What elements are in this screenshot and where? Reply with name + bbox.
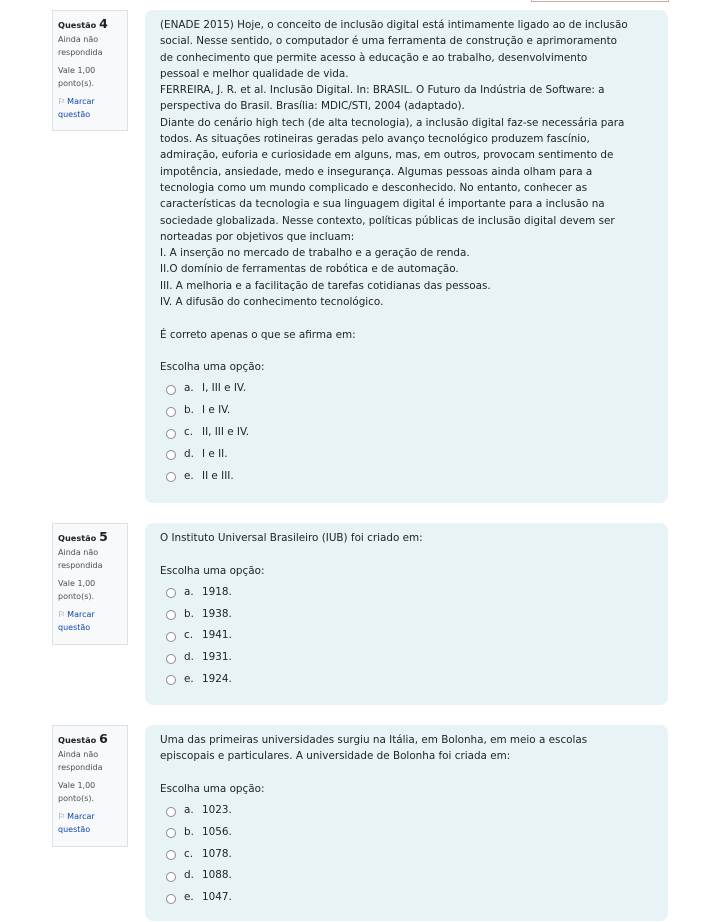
option-letter: d. xyxy=(184,869,194,882)
radio-button[interactable] xyxy=(166,654,176,664)
option-letter: a. xyxy=(184,804,194,817)
question-content xyxy=(145,523,668,705)
option-text: I, III e IV. xyxy=(202,382,246,395)
answer-option-e[interactable] xyxy=(160,886,668,908)
question-text-line: perspectiva do Brasil. Brasília: MDIC/STI, 2004 (adaptado). xyxy=(160,100,465,113)
flag-question-link[interactable] xyxy=(58,810,127,836)
option-text: 1941. xyxy=(202,629,232,642)
answer-list xyxy=(160,799,668,908)
question-grade: Vale 1,00 ponto(s). xyxy=(58,781,96,803)
question-text-line: social. Nesse sentido, o computador é uma ferramenta de construção e aprimoramento xyxy=(160,35,618,48)
option-text: 1931. xyxy=(202,651,232,664)
question-text-line: norteadas por objetivos que incluam: xyxy=(160,230,355,243)
previous-element-fragment xyxy=(531,0,669,2)
answer-option-b[interactable] xyxy=(160,603,668,625)
option-text: 1023. xyxy=(202,804,232,817)
option-letter: b. xyxy=(184,607,194,620)
option-text: 1047. xyxy=(202,891,232,904)
text-gap xyxy=(160,765,668,781)
radio-button[interactable] xyxy=(166,385,176,395)
text-gap xyxy=(160,343,668,359)
question-text-line: II.O domínio de ferramentas de robótica e de automação. xyxy=(160,263,459,276)
question-info-panel xyxy=(52,10,128,131)
question-number-value: 6 xyxy=(99,731,108,746)
option-letter: e. xyxy=(184,891,194,904)
option-letter: d. xyxy=(184,651,194,664)
question-text-line: É correto apenas o que se afirma em: xyxy=(160,328,356,341)
question-number-value: 4 xyxy=(99,16,108,31)
radio-button[interactable] xyxy=(166,588,176,598)
question-text-line: características da tecnologia e sua linguagem digital é importante para a inclusão na xyxy=(160,198,605,211)
radio-button[interactable] xyxy=(166,894,176,904)
question-text xyxy=(160,732,668,781)
answer-option-c[interactable] xyxy=(160,624,668,646)
question-text-line: IV. A difusão do conhecimento tecnológico. xyxy=(160,296,384,309)
option-text: 1078. xyxy=(202,847,232,860)
radio-button[interactable] xyxy=(166,429,176,439)
radio-button[interactable] xyxy=(166,450,176,460)
option-letter: a. xyxy=(184,585,194,598)
question-text xyxy=(160,530,668,563)
question-label: Questão xyxy=(58,20,97,30)
question-text-line: todos. As situações rotineiras geradas pelo avanço tecnológico produzem fascínio, xyxy=(160,133,590,146)
question-info-panel xyxy=(52,725,128,847)
option-letter: c. xyxy=(184,629,194,642)
flag-label: Marcar questão xyxy=(58,97,95,119)
option-letter: e. xyxy=(184,672,194,685)
answer-list xyxy=(160,378,668,487)
radio-button[interactable] xyxy=(166,675,176,685)
question-text-line: I. A inserção no mercado de trabalho e a geração de renda. xyxy=(160,247,470,260)
answer-option-c[interactable] xyxy=(160,421,668,443)
option-text: 1918. xyxy=(202,585,232,598)
question-number-value: 5 xyxy=(99,529,108,544)
option-letter: a. xyxy=(184,382,194,395)
flag-label: Marcar questão xyxy=(58,610,95,632)
question-text-line: O Instituto Universal Brasileiro (IUB) foi criado em: xyxy=(160,532,423,544)
question-state: Ainda não respondida xyxy=(58,35,103,57)
question-text-line: sociedade globalizada. Nesse contexto, políticas públicas de inclusão digital devem ser xyxy=(160,214,615,227)
question-info-panel xyxy=(52,523,128,645)
flag-icon: ⚐ xyxy=(58,610,66,619)
question-text-line: pessoal e melhor qualidade de vida. xyxy=(160,67,349,80)
choose-option-prompt: Escolha uma opção: xyxy=(160,361,265,374)
choose-option-prompt: Escolha uma opção: xyxy=(160,564,265,577)
answer-list xyxy=(160,581,668,690)
option-letter: d. xyxy=(184,447,194,460)
question-label: Questão xyxy=(58,533,97,543)
option-text: 1938. xyxy=(202,607,232,620)
question-text-line: FERREIRA, J. R. et al. Inclusão Digital. In: BRASIL. O Futuro da Indústria de Software: a xyxy=(160,84,605,97)
option-letter: c. xyxy=(184,426,194,439)
answer-option-d[interactable] xyxy=(160,443,668,465)
option-letter: e. xyxy=(184,469,194,482)
flag-icon: ⚐ xyxy=(58,812,66,821)
question-state: Ainda não respondida xyxy=(58,750,103,772)
text-gap xyxy=(160,310,668,326)
question-text-line: de conhecimento que permite acesso à educação e ao trabalho, desenvolvimento xyxy=(160,51,588,64)
option-text: 1088. xyxy=(202,869,232,882)
option-text: II e III. xyxy=(202,469,234,482)
radio-button[interactable] xyxy=(166,828,176,838)
answer-option-a[interactable] xyxy=(160,799,668,821)
question-number xyxy=(58,529,127,544)
flag-label: Marcar questão xyxy=(58,812,95,834)
option-text: 1056. xyxy=(202,825,232,838)
radio-button[interactable] xyxy=(166,610,176,620)
question-text-line: Diante do cenário high tech (de alta tecnologia), a inclusão digital faz-se necessária para xyxy=(160,116,625,129)
question-grade: Vale 1,00 ponto(s). xyxy=(58,579,96,601)
option-letter: b. xyxy=(184,404,194,417)
question-number xyxy=(58,16,127,31)
flag-question-link[interactable] xyxy=(58,95,127,121)
question-text-line: impotência, ansiedade, medo e insegurança. Algumas pessoas ainda olham para a xyxy=(160,165,593,178)
answer-option-d[interactable] xyxy=(160,865,668,887)
text-gap xyxy=(160,546,668,562)
answer-option-c[interactable] xyxy=(160,843,668,865)
option-text: I e IV. xyxy=(202,404,231,417)
radio-button[interactable] xyxy=(166,807,176,817)
answer-option-b[interactable] xyxy=(160,821,668,843)
answer-option-a[interactable] xyxy=(160,581,668,603)
question-number xyxy=(58,731,127,746)
question-text-line: Uma das primeiras universidades surgiu na Itália, em Bolonha, em meio a escolas xyxy=(160,734,588,746)
radio-button[interactable] xyxy=(166,632,176,642)
option-text: I e II. xyxy=(202,447,228,460)
flag-icon: ⚐ xyxy=(58,97,66,106)
radio-button[interactable] xyxy=(166,872,176,882)
question-content xyxy=(145,725,668,921)
question-text-line: III. A melhoria e a facilitação de tarefas cotidianas das pessoas. xyxy=(160,279,491,292)
radio-button[interactable] xyxy=(166,472,176,482)
answer-option-a[interactable] xyxy=(160,378,668,400)
answer-option-b[interactable] xyxy=(160,399,668,421)
answer-option-e[interactable] xyxy=(160,668,668,690)
question-grade: Vale 1,00 ponto(s). xyxy=(58,66,96,88)
question-content xyxy=(145,10,668,503)
choose-option-prompt: Escolha uma opção: xyxy=(160,782,265,795)
question-text-line: admiração, euforia e curiosidade em alguns, mas, em outros, provocam sentimento de xyxy=(160,149,614,162)
radio-button[interactable] xyxy=(166,850,176,860)
question-label: Questão xyxy=(58,735,97,745)
option-text: II, III e IV. xyxy=(202,426,250,439)
answer-option-e[interactable] xyxy=(160,465,668,487)
question-text-line: (ENADE 2015) Hoje, o conceito de inclusão digital está intimamente ligado ao de inclusão xyxy=(160,19,628,31)
radio-button[interactable] xyxy=(166,407,176,417)
question-text xyxy=(160,17,668,359)
option-letter: b. xyxy=(184,825,194,838)
flag-question-link[interactable] xyxy=(58,608,127,634)
option-letter: c. xyxy=(184,847,194,860)
answer-option-d[interactable] xyxy=(160,646,668,668)
question-text-line: episcopais e particulares. A universidade de Bolonha foi criada em: xyxy=(160,750,511,763)
question-state: Ainda não respondida xyxy=(58,548,103,570)
question-text-line: tecnologia como um mundo complicado e desconhecido. No entanto, conhecer as xyxy=(160,181,588,194)
option-text: 1924. xyxy=(202,672,232,685)
